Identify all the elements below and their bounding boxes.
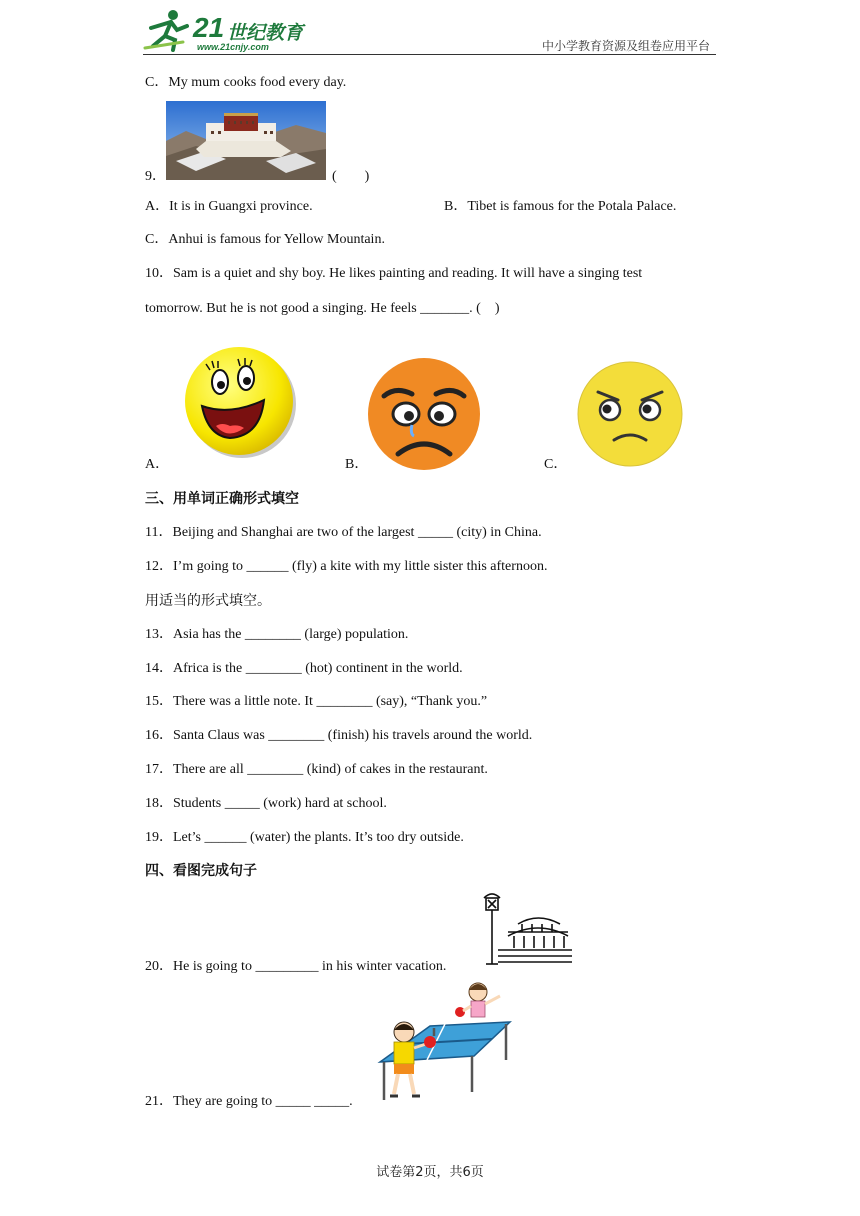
q15: 15．There was a little note. It ________ (say), “Thank you.” bbox=[145, 694, 488, 709]
q9-option-c: C．Anhui is famous for Yellow Mountain. bbox=[145, 232, 385, 247]
header-divider bbox=[143, 54, 716, 55]
q19: 19．Let’s ______ (water) the plants. It’s too dry outside. bbox=[145, 830, 464, 845]
q16: 16．Santa Claus was ________ (finish) his travels around the world. bbox=[145, 728, 533, 743]
q10-label-c: C． bbox=[544, 457, 568, 472]
q20: 20．He is going to _________ in his winter vacation. bbox=[145, 959, 447, 974]
section-4-heading: 四、看图完成句子 bbox=[145, 863, 257, 879]
q11: 11．Beijing and Shanghai are two of the largest _____ (city) in China. bbox=[145, 525, 542, 540]
logo-chinese: 世纪教育 bbox=[227, 22, 304, 44]
sad-face-icon bbox=[366, 356, 482, 472]
instruction-text: 用适当的形式填空。 bbox=[145, 593, 271, 609]
tiananmen-image bbox=[478, 890, 574, 970]
q9-option-b: B．Tibet is famous for the Potala Palace. bbox=[444, 199, 677, 214]
page-footer: 试卷第2页，共6页 bbox=[376, 1165, 484, 1180]
runner-logo-icon bbox=[143, 8, 189, 52]
q10-line1: 10．Sam is a quiet and shy boy. He likes painting and reading. It will have a singing test bbox=[145, 266, 643, 281]
q18: 18．Students _____ (work) hard at school. bbox=[145, 796, 387, 811]
q10-label-b: B． bbox=[345, 457, 369, 472]
q8-option-c: C．My mum cooks food every day. bbox=[145, 75, 347, 90]
q9-option-a: A．It is in Guangxi province. bbox=[145, 199, 313, 214]
q12: 12．I’m going to ______ (fly) a kite with my little sister this afternoon. bbox=[145, 559, 548, 574]
q9-answer-paren: ( ) bbox=[332, 169, 370, 184]
logo-number: 21 bbox=[193, 12, 225, 43]
q10-line2: tomorrow. But he is not good a singing. He feels _______. ( ) bbox=[145, 301, 500, 316]
q13: 13．Asia has the ________ (large) population. bbox=[145, 627, 409, 642]
laughing-face-icon bbox=[182, 344, 298, 460]
potala-palace-image bbox=[166, 101, 326, 180]
ping-pong-image bbox=[374, 976, 514, 1106]
q14: 14．Africa is the ________ (hot) continent in the world. bbox=[145, 661, 463, 676]
platform-name: 中小学教育资源及组卷应用平台 bbox=[541, 39, 710, 53]
q17: 17．There are all ________ (kind) of cakes in the restaurant. bbox=[145, 762, 488, 777]
q10-label-a: A． bbox=[145, 457, 170, 472]
q9-number: 9． bbox=[145, 169, 166, 184]
section-3-heading: 三、用单词正确形式填空 bbox=[145, 491, 299, 507]
annoyed-face-icon bbox=[576, 360, 684, 468]
q21: 21．They are going to _____ _____. bbox=[145, 1094, 353, 1109]
logo-url: www.21cnjy.com bbox=[197, 42, 269, 52]
header-logo bbox=[143, 8, 323, 54]
